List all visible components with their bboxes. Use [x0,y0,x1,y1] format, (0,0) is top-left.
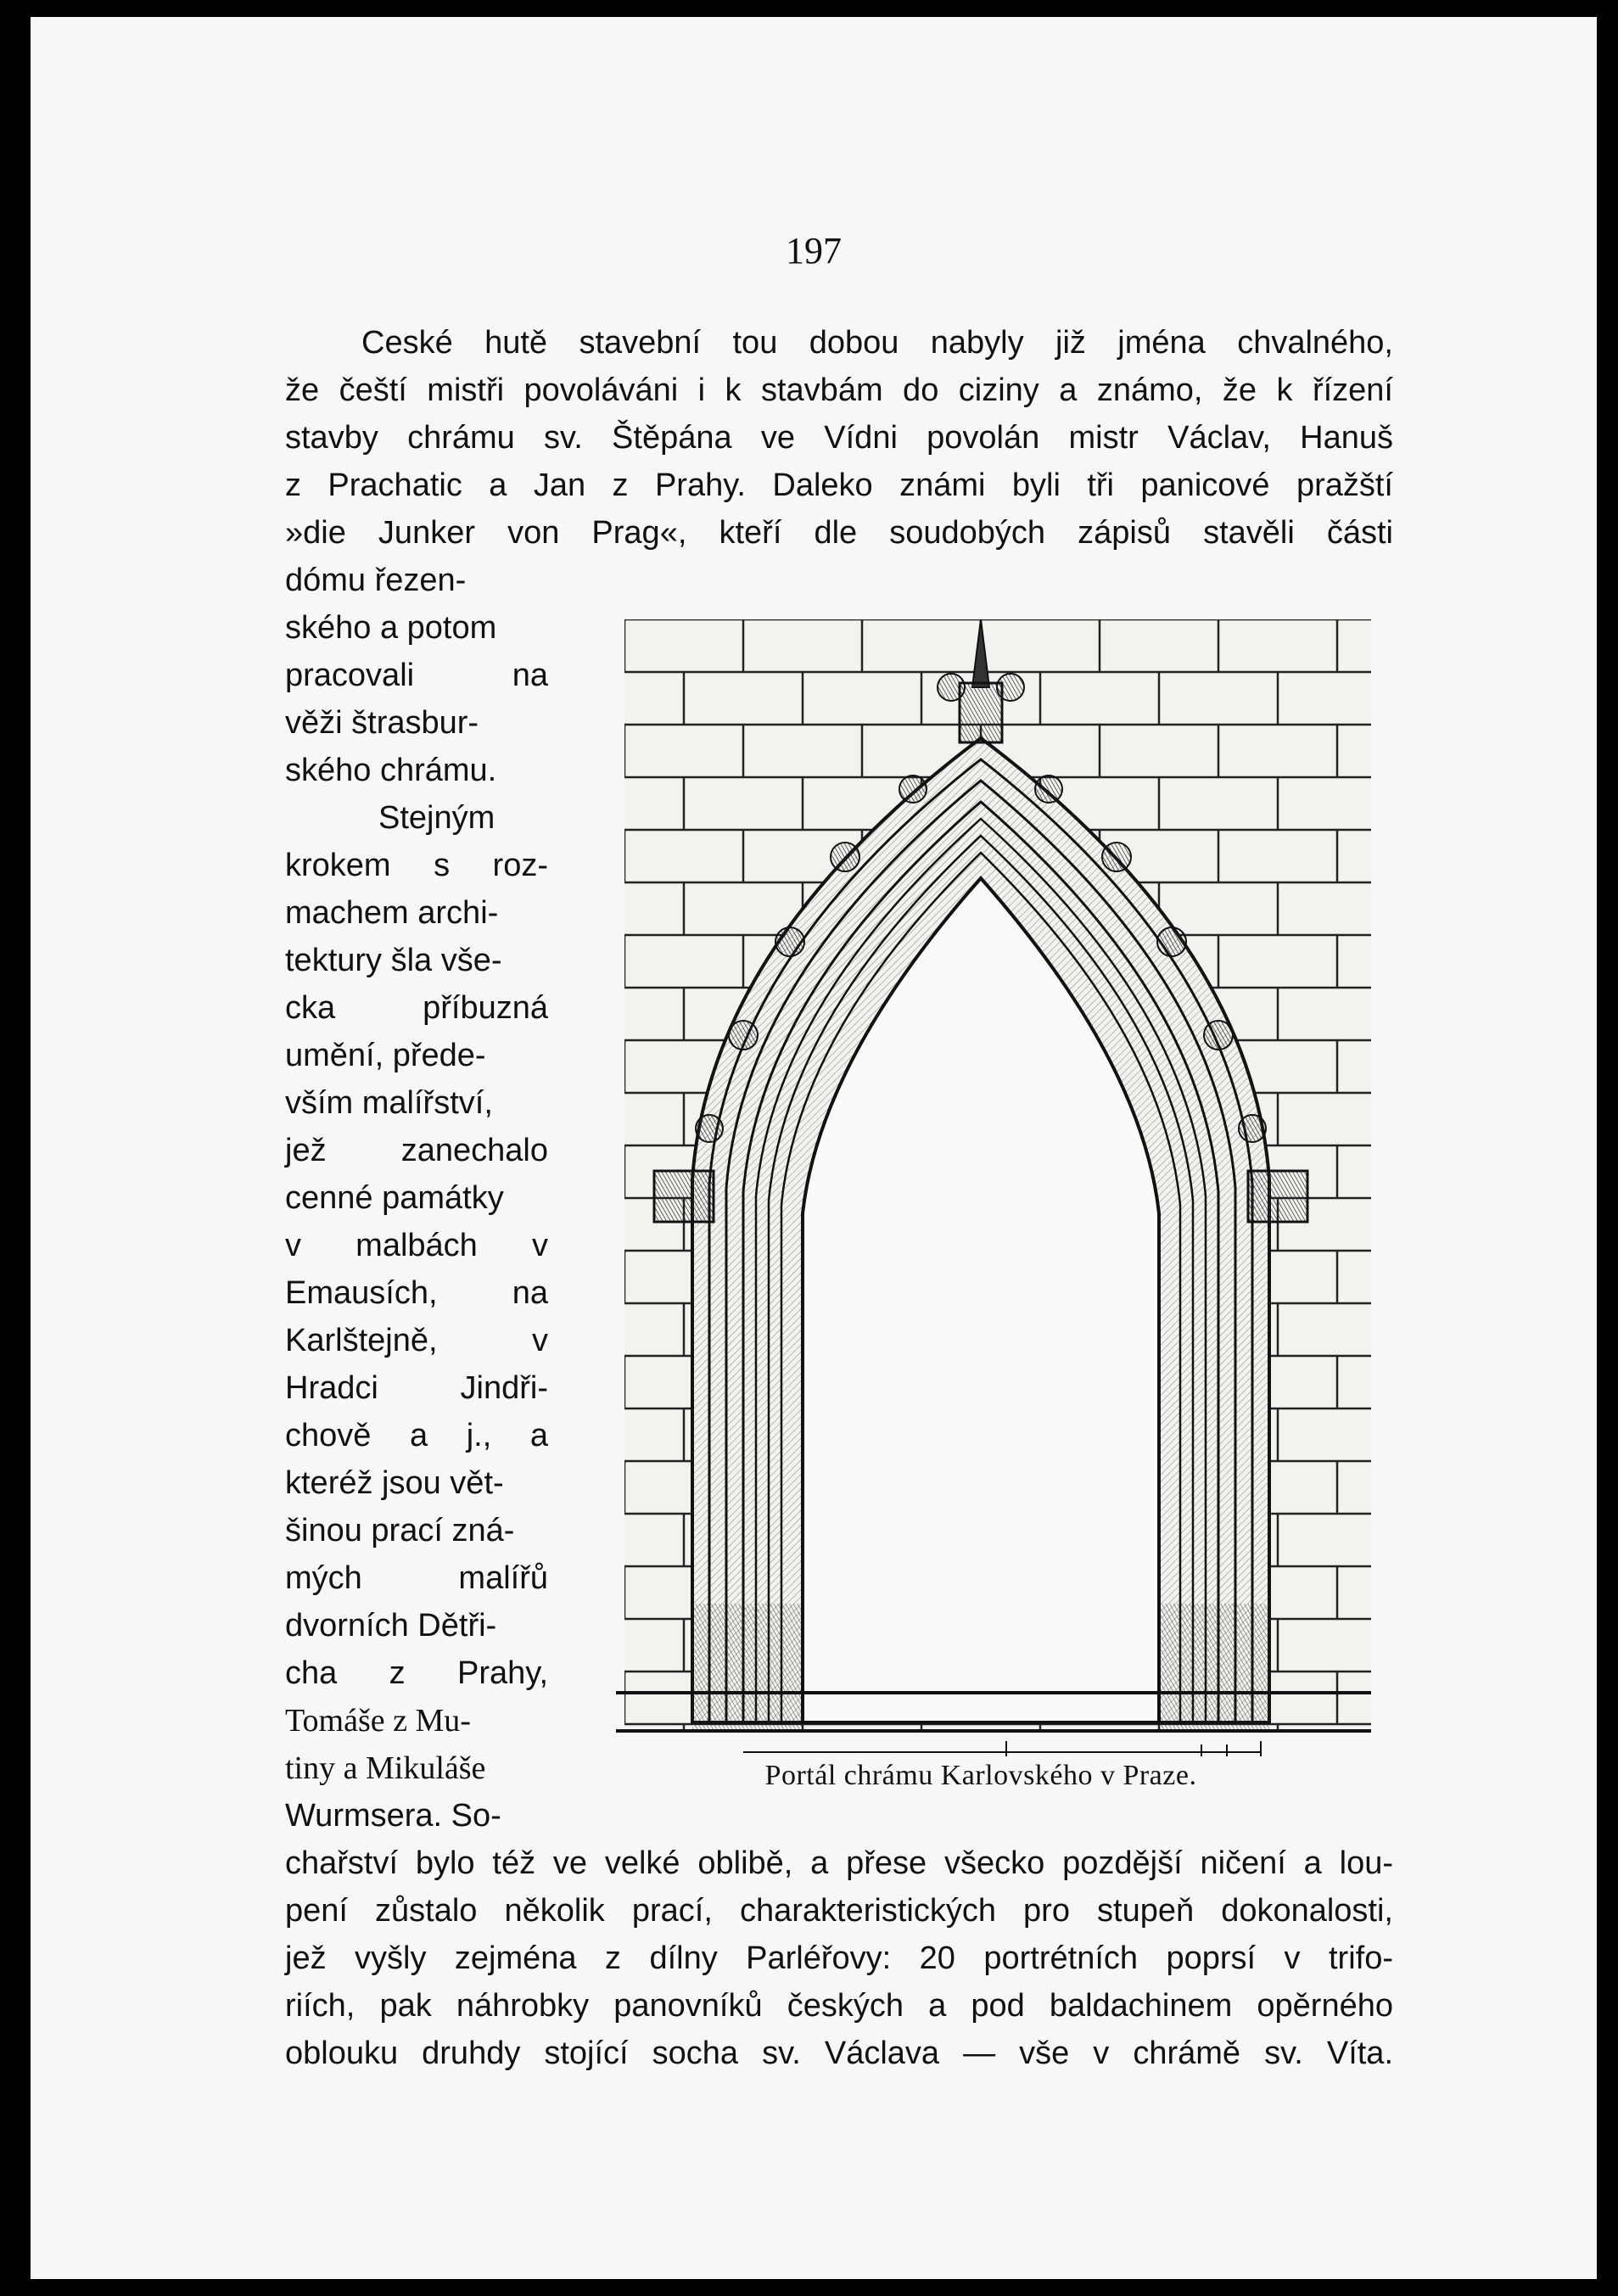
text-line: že čeští mistři povoláváni i k stavbám do ciziny a známo, že k řízení [285,372,1393,408]
text-line: pení zůstalo několik prací, charakteristických pro stupeň dokonalosti, [285,1893,1393,1929]
page-number: 197 [786,230,842,272]
text-line: Emausích, na [285,1275,548,1311]
text-line: krokem s roz- [285,848,548,883]
text-line: dvorních Dětři- [285,1608,497,1644]
portal-drawing [574,585,1388,1756]
text-line: chařství bylo též ve velké oblibě, a přese všecko pozdější ničení a lou- [285,1845,1393,1881]
portal-illustration [574,585,1388,1756]
text-line: pracovali na [285,658,548,693]
text-line: Tomáše z Mu- [285,1703,471,1739]
scale-bar [743,1741,1261,1756]
text-line: Hradci Jindři- [285,1370,548,1406]
text-line: vším malířství, [285,1085,493,1121]
text-line: »die Junker von Prag«, kteří dle soudobých zápisů stavěli části [285,515,1393,551]
text-line: dómu řezen- [285,563,467,598]
text-line: tektury šla vše- [285,943,502,978]
text-line: cenné památky [285,1180,504,1216]
text-line: v malbách v [285,1228,548,1263]
figure-caption: Portál chrámu Karlovského v Praze. [764,1760,1197,1791]
text-line: chově a j., a [285,1418,548,1453]
text-line: Stejným [378,800,495,836]
text-line: cha z Prahy, [285,1655,548,1691]
text-line: šinou prací zná- [285,1513,515,1548]
text-line: Karlštejně, v [285,1323,548,1358]
text-line: jež zanechalo [285,1133,548,1168]
text-line: oblouku druhdy stojící socha sv. Václava — vše v chrámě sv. Víta. [285,2036,1393,2071]
text-line: cka příbuzná [285,990,548,1026]
text-line: stavby chrámu sv. Štěpána ve Vídni povolán mistr Václav, Hanuš [285,420,1393,456]
text-line: kteréž jsou vět- [285,1465,504,1501]
text-line: ského chrámu. [285,753,497,788]
text-line: Ceské hutě stavební tou dobou nabyly již jména chvalného, [361,325,1393,361]
text-line: ského a potom [285,610,497,646]
text-line: jež vyšly zejména z dílny Parléřovy: 20 portrétních poprsí v trifo- [285,1940,1393,1976]
text-line: umění, přede- [285,1038,486,1073]
text-line: věži štrasbur- [285,705,479,741]
book-page [31,17,1597,2279]
text-line: riích, pak náhrobky panovníků českých a pod baldachinem opěrného [285,1988,1393,2024]
text-line: Wurmsera. So- [285,1798,501,1834]
text-line: mých malířů [285,1560,548,1596]
text-line: z Prachatic a Jan z Prahy. Daleko známi byli tři panicové pražští [285,468,1393,503]
text-line: machem archi- [285,895,499,931]
text-line: tiny a Mikuláše [285,1750,486,1786]
